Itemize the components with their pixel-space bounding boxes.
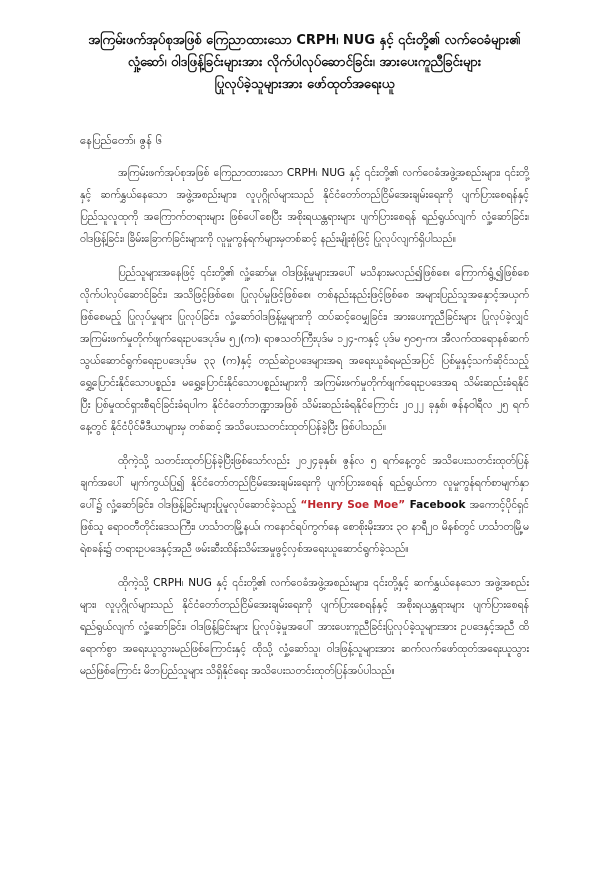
paragraph-3	[80, 450, 529, 560]
title-line-3: ပြုလုပ်ခဲ့သူများအား ဖော်ထုတ်အရေးယူ	[214, 77, 395, 92]
title-line-1: အကြမ်းဖက်အုပ်စုအဖြစ် ကြေညာထားသော CRPH၊ NUG နှင့် ၎င်းတို့၏ လက်ဝေခံများ၏	[88, 33, 521, 48]
document-title	[80, 30, 529, 96]
paragraph-4: ထိုကဲ့သို့ CRPH၊ NUG နှင့် ၎င်းတို့၏ လက်ဝေခံအဖွဲ့အစည်းများ၊ ၎င်းတို့နှင့် ဆက်နွှယ်နေသော အဖွဲ့အစည်းများ၊ လူပုဂ္ဂိုလ်များသည် နိုင်ငံတော်တည်ငြိမ်အေးချမ်းရေးကို ပျက်ပြားစေရန်နှင့် အစိုးရယန္တရားများ ပျက်ပြားစေရန် ရည်ရွယ်လျက် လှုံ့ဆော်ခြင်း၊ ဝါဒဖြန့်ခြင်းများ ပြုလုပ်ခဲ့မှုအပေါ် အားပေးကူညီခြင်းပြုလုပ်ခဲ့သူများအား ဥပဒေနှင့်အညီ ထိရောက်စွာ အရေးယူသွားမည်ဖြစ်ကြောင်းနှင့် ထိုသို့ လှုံ့ဆော်သူ၊ ဝါဒဖြန့်သူများအား ဆက်လက်ဖော်ထုတ်အရေးယူသွားမည်ဖြစ်ကြောင်း မိဘပြည်သူများ သိရှိနိုင်ရေး အသိပေးသတင်းထုတ်ပြန်အပ်ပါသည်။	[80, 577, 529, 677]
paragraph-3-before: ထိုကဲ့သို့ သတင်းထုတ်ပြန်ခဲ့ပြီးဖြစ်သော်လည်း ၂၀၂၄ခုနှစ်၊ ဇွန်လ ၅ ရက်နေ့တွင် အသိပေးသတင်းထုတ်ပြန်ချက်အပေါ် မျက်ကွယ်ပြု၍ နိုင်ငံတော်တည်ငြိမ်အေးချမ်းရေးကို ပျက်ပြားစေရန် ရည်ရွယ်ကာ လူမှုကွန်ရက်စာမျက်နှာပေါ်၌ လှုံ့ဆော်ခြင်း၊ ဝါဒဖြန့်ခြင်းများပြုမူလုပ်ဆောင်ခဲ့သည့်	[80, 455, 529, 511]
paragraph-2: ပြည်သူများအနေဖြင့် ၎င်းတို့၏ လှုံ့ဆော်မှု၊ ဝါဒဖြန့်မှုများအပေါ် မသိနားမလည်၍ဖြစ်စေ၊ ကြောက်ရွံ့၍ဖြစ်စေ လိုက်ပါလုပ်ဆောင်ခြင်း၊ အသိဖြင့်ဖြစ်စေ၊ ပြုလုပ်မှုဖြင့်ဖြစ်စေ၊ တစ်နည်းနည်းဖြင့်ဖြစ်စေ အများပြည်သူအနှောင့်အယှက်ဖြစ်စေမည့် ပြုလုပ်မှုများ ပြုလုပ်ခြင်း၊ လှုံ့ဆော်ဝါဒဖြန့်မှုများကို ထပ်ဆင့်ဝေမျှခြင်း၊ အားပေးကူညီခြင်းများ ပြုလုပ်ခဲ့လျှင် အကြမ်းဖက်မှုတိုက်ဖျက်ရေးဥပဒေပုဒ်မ ၅၂(က)၊ ရာဇသတ်ကြီးပုဒ်မ ၁၂၄-ကနှင့် ပုဒ်မ ၅၀၅-က၊ အီလက်ထရောနစ်ဆက်သွယ်ဆောင်ရွက်ရေးဥပဒေပုဒ်မ ၃၃ (က)နှင့် တည်ဆဲဥပဒေများအရ အရေးယူခံရမည်အပြင် ပြစ်မှုနှင့်သက်ဆိုင်သည့် ရွှေ့ပြောင်းနိုင်သောပစ္စည်း၊ မရွှေ့ပြောင်းနိုင်သောပစ္စည်းများကို အကြမ်းဖက်မှုတိုက်ဖျက်ရေးဥပဒေအရ သိမ်းဆည်းခံရနိုင်ပြီး ပြစ်မှုထင်ရှားစီရင်ခြင်းခံရပါက နိုင်ငံတော်ဘဏ္ဍာအဖြစ် သိမ်းဆည်းခံရနိုင်ကြောင်း ၂၀၂၂ ခုနှစ်၊ ဇန်နဝါရီလ ၂၅ ရက်နေ့တွင် နိုင်ငံပိုင်မီဒီယာများမှ တစ်ဆင့် အသိပေးသတင်းထုတ်ပြန်ခဲ့ပြီး ဖြစ်ပါသည်။	[80, 267, 529, 433]
facebook-account-name: “Henry Soe Moe”	[300, 499, 406, 511]
facebook-label: Facebook	[405, 499, 466, 511]
paragraph-3-after: အကောင့်ပိုင်ရှင်ဖြစ်သူ ရောဝတီတိုင်းဒေသကြီး၊ ဟင်္သာတမြို့နယ်၊ ကနောင်ရပ်ကွက်နေ စောစိုးမိုးအား ၃၀ နာရီ၂၀ မိနစ်တွင် ဟင်္သာတမြို့မရဲစခန်း၌ တရားဥပဒေနှင့်အညီ ဖမ်းဆီးထိန်းသိမ်းအမှုဖွင့်လှစ်အရေးယူဆောင်ရွက်ခဲ့သည်။	[80, 499, 530, 555]
dateline: နေပြည်တော်၊ ဇွန် ၆	[80, 133, 163, 147]
title-line-2: လှုံ့ဆော်၊ ဝါဒဖြန့်ခြင်းများအား လိုက်ပါလုပ်ဆောင်ခြင်း၊ အားပေးကူညီခြင်းများ	[127, 55, 482, 70]
paragraph-1: အကြမ်းဖက်အုပ်စုအဖြစ် ကြေညာထားသော CRPH၊ NUG နှင့် ၎င်းတို့၏ လက်ဝေခံအဖွဲ့အစည်းများ၊ ၎င်းတို့နှင့် ဆက်နွှယ်နေသော အဖွဲ့အစည်းများ၊ လူပုဂ္ဂိုလ်များသည် နိုင်ငံတော်တည်ငြိမ်အေးချမ်းရေးကို ပျက်ပြားစေရန်နှင့် ပြည်သူလူထုကို အကြောက်တရားများ ဖြစ်ပေါ်စေပြီး အစိုးရယန္တရားများ ပျက်ပြားစေရန် ရည်ရွယ်လျက် လှုံ့ဆော်ခြင်း၊ ဝါဒဖြန့်ခြင်း၊ ခြိမ်းခြောက်ခြင်းများကို လူမှုကွန်ရက်များမှတစ်ဆင့် နည်းမျိုးစုံဖြင့် ပြုလုပ်လျက်ရှိပါသည်။	[80, 167, 529, 245]
